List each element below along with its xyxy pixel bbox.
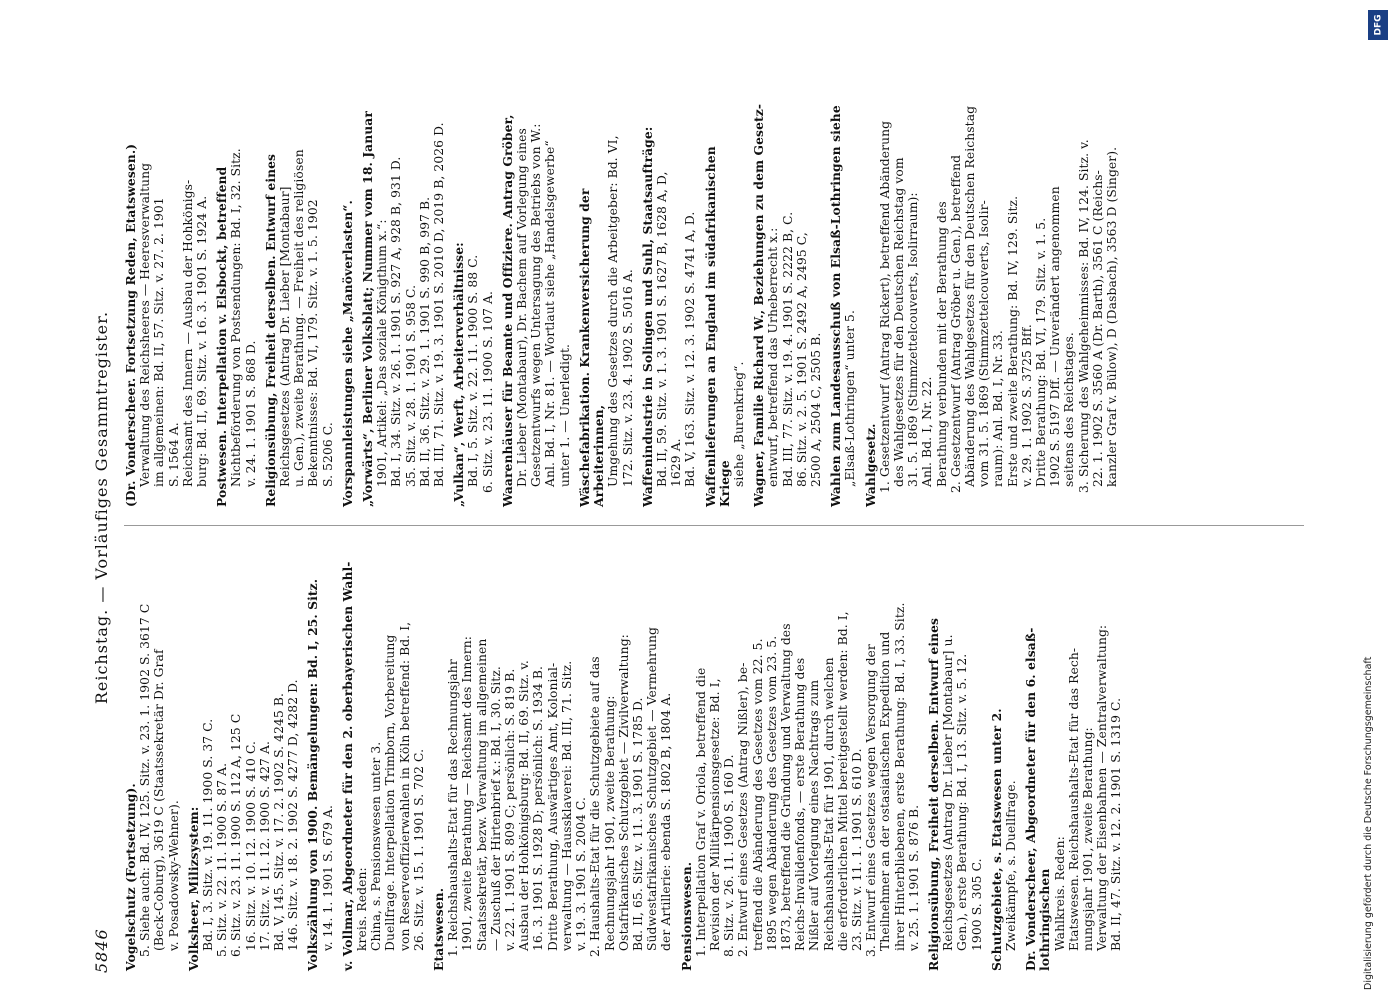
entry-line: Theilnehmer an der ostasiatischen Expedition und (878, 631, 893, 951)
entry-line: 1901, zweite Berathung — Reichsamt des Innern: (460, 636, 475, 951)
entry-line: 2500 A, 2504 C, 2505 B. (808, 332, 823, 487)
entry-line: Reichsamt des Innern — Ausbau der Hohkönigs- (180, 179, 195, 487)
entry-line: S. 5206 C. (320, 422, 335, 487)
entry-line: 16. Sitz. v. 10. 12. 1900 S. 410 C. (243, 740, 258, 951)
register-entry (704, 97, 747, 507)
entry-heading-line: Religionsübung, Freiheit derselben. Entwurf eines (925, 617, 941, 971)
entry-line: 1. Interpellation Graf v. Oriola, betreffend die (693, 667, 708, 957)
entry-line: Bd. III, 77. Sitz. v. 19. 4. 1901 S. 2222 B, C. (780, 211, 795, 487)
entry-line: Staatssekretär, bezw. Verwaltung im allgemeinen (474, 638, 489, 951)
entry-heading-line: Waarenhäuser für Beamte und Offiziere. Antrag Gröber, (499, 114, 515, 507)
entry-line: ihrer Hinterbliebenen, erste Berathung: Bd. I, 33. Sitz. (892, 602, 907, 951)
entry-line: Wahlkreis. Reden: (1052, 836, 1067, 951)
register-entry (124, 97, 209, 507)
entry-line: Revision der Militärpensionsgesetze: Bd. I, (707, 678, 722, 951)
register-entry (1024, 561, 1123, 971)
entry-line: 1629 A. (669, 438, 684, 487)
entry-heading-line: Schutzgebiete, s. Etatswesen unter 2. (988, 708, 1004, 971)
entry-line: Bekenntnisses: Bd. VI, 179. Sitz. v. 1. 5. 1902 (306, 199, 321, 487)
entry-line: burg: Bd. II, 69. Sitz. v. 16. 3. 1901 S. 1924 A. (195, 195, 210, 487)
entry-line: vom 31. 5. 1869 (Stimmzettelcouverts, Isolir- (977, 200, 992, 487)
entry-line: Bd. II, 65. Sitz. v. 11. 3. 1901 S. 1785 D. (630, 697, 645, 951)
entry-heading-line: Vogelschutz (Fortsetzung). (123, 783, 138, 971)
entry-line: Duellfrage. Interpellation Trimborn, Vorbereitung (383, 634, 398, 951)
entry-line: siehe „Burenkrieg“. (731, 361, 746, 487)
entry-line: v. 22. 1. 1901 S. 809 C; persönlich: S. 819 B. (503, 668, 518, 951)
entry-line: Bd. I, 3. Sitz. v. 19. 11. 1900 S. 37 C. (201, 718, 216, 951)
entry-line: 6. Sitz. v. 23. 11. 1900 S. 107 A. (480, 290, 495, 493)
entry-line: Dritte Berathung: Bd. VI, 179. Sitz. v. 1. 5. (1033, 217, 1048, 487)
entry-line: Bd. I, 5. Sitz. v. 22. 11. 1900 S. 88 C. (466, 254, 481, 487)
entry-line: Verwaltung des Reichsheeres — Heeresverwaltung (138, 162, 153, 487)
entry-line: Etatswesen. Reichshaushalts-Etat für das Rech- (1066, 647, 1081, 951)
entry-line: v. 24. 1. 1901 S. 868 D. (243, 340, 258, 487)
entry-line: (Beck-Coburg), 3619 C (Staatssekretär Dr. Graf (152, 649, 167, 951)
register-entry (927, 561, 984, 971)
register-entry (264, 97, 335, 507)
entry-line: 1901, Artikel: „Das soziale Königthum x.“: (375, 219, 390, 487)
register-entry (341, 97, 355, 507)
entry-line: 35. Sitz. v. 28. 1. 1901 S. 958 C. (403, 284, 418, 487)
entry-line: Verwaltung der Eisenbahnen — Zentralverwaltung: (1095, 624, 1110, 951)
digitization-credit: Digitalisierung gefördert durch die Deutsche Forschungsgemeinschaft (1363, 656, 1374, 990)
entry-line: 1. Gesetzentwurf (Antrag Rickert), betreffend Abänderung (877, 120, 892, 493)
entry-line: Bd. II, 59. Sitz. v. 1. 3. 1901 S. 1627 B, 1628 A, D, (654, 171, 669, 487)
column-divider (124, 525, 1304, 526)
entry-line: Ostafrikanisches Schutzgebiet — Zivilverwaltung: (616, 634, 631, 951)
entry-heading-line: Dr. Vonderscheer, Abgeordneter für den 6. elsaß-lothringischen (1023, 627, 1053, 971)
entry-heading-line: Religionsübung, Freiheit derselben. Entwurf eines (262, 153, 278, 507)
entry-line: Nichtbeförderung von Postsendungen: Bd. I, 32. Sitz. (229, 148, 244, 487)
register-entry (361, 97, 446, 507)
entry-line: der Artillerie: ebenda S. 1802 B, 1804 A. (659, 692, 674, 951)
entry-heading-line: Vorspannleistungen siehe „Manöverlasten“. (339, 200, 355, 507)
entry-line: kanzler Graf v. Bülow), D (Dasbach), 3563 D (Singer). (1105, 146, 1119, 487)
dfg-logo-icon (1368, 10, 1388, 40)
entry-line: v. 19. 3. 1901 S. 2004 C. (574, 796, 589, 951)
entry-line: 1. Reichshaushalts-Etat für das Rechnungsjahr (446, 659, 461, 957)
digitization-sidebar (1360, 0, 1397, 1000)
entry-line: S. 1564 A. (166, 422, 181, 487)
register-entry (990, 561, 1018, 971)
entry-line: Bd. V, 163. Sitz. v. 12. 3. 1902 S. 4741 A, D. (683, 211, 698, 487)
entry-line: v. 25. 1. 1901 S. 876 B. (906, 804, 921, 951)
entry-line: 31. 5. 1869 (Stimmzettelcouverts, Isolirraum): (906, 192, 921, 487)
entry-line: 26. Sitz. v. 15. 1. 1901 S. 702 C. (411, 748, 426, 951)
entry-line: Anl. Bd. I, Nr. 22. (920, 376, 935, 487)
entry-line: Reichs-Invalidenfonds, — erste Berathung des (793, 657, 808, 951)
register-entry (124, 561, 181, 971)
entry-line: Abänderung des Wahlgesetzes für den Deutschen Reichstag (962, 105, 977, 487)
entry-line: Zweikämpfe, s. Duellfrage. (1003, 780, 1018, 951)
entry-line: 22. 1. 1902 S. 3560 A (Dr. Barth), 3561 C (Reichs- (1090, 170, 1105, 487)
entry-line: Reichsgesetzes (Antrag Dr. Lieber [Montabaur] (278, 186, 293, 487)
entry-line: Ausbau der Hohkönigsburg: Bd. II, 69. Sitz. v. (517, 660, 532, 951)
entry-line: 1900 S. 305 C. (969, 858, 984, 951)
entry-line: seitens des Reichstages. (1062, 332, 1077, 487)
entry-line: Dritte Berathung, Auswärtiges Amt, Kolonial- (545, 662, 560, 951)
entry-line: 2. Haushalts-Etat für die Schutzgebiete auf das (588, 656, 603, 957)
entry-line: Bd. I, 34. Sitz. v. 26. 1. 1901 S. 927 A, 928 B, 931 D. (389, 156, 404, 487)
entry-line: 2. Gesetzentwurf (Antrag Gröber u. Gen.), betreffend (948, 154, 963, 493)
entry-heading-line: Waffenlieferungen an England im südafrikanischen Kriege (702, 146, 732, 507)
entry-line: — Zuschuß der Hirtenbrief x.: Bd. I, 30. Sitz. (488, 666, 503, 951)
entry-line: im allgemeinen: Bd. II, 57. Sitz. v. 27. 2. 1901 (152, 197, 167, 487)
entry-line: treffend die Abänderung des Gesetzes vom 22. 5. (750, 638, 765, 951)
entry-line: 3. Entwurf eines Gesetzes wegen Versorgung der (864, 644, 879, 957)
register-entry (341, 561, 426, 971)
entry-line: von Reserveoffizierwahlen in Köln betreffend: Bd. I, (397, 621, 412, 951)
entry-line: 17. Sitz. v. 11. 12. 1900 S. 427 A. (257, 741, 272, 951)
entry-line: 86. Sitz. v. 2. 5. 1901 S. 2492 A, 2495 C, (794, 232, 809, 487)
register-entry (641, 97, 698, 507)
entry-line: 172. Sitz. v. 23. 4. 1902 S. 5016 A. (620, 269, 635, 487)
entry-heading-line: Volksheer, Milizsystem: (185, 806, 201, 971)
entry-line: 1895 wegen Abänderung des Gesetzes vom 23. 5. (764, 635, 779, 951)
register-entry (578, 97, 635, 507)
entry-line: Berathung verbunden mit der Berathung des (934, 201, 949, 487)
entry-line: Bd. II, 36. Sitz. v. 29. 1. 1901 S. 990 B, 997 B. (417, 196, 432, 487)
entry-line: 3. Sicherung des Wahlgeheimnisses: Bd. IV, 124. Sitz. v. (1076, 139, 1091, 493)
register-entry (432, 561, 673, 971)
entry-line: Bd. III, 71. Sitz. v. 19. 3. 1901 S. 2010 D, 2019 B, 2026 D. (432, 122, 447, 487)
entry-line: die erforderlichen Mittel bereitgestellt werden: Bd. I, (835, 611, 850, 951)
entry-line: 5. Siehe auch: Bd. IV, 125. Sitz. v. 23. 1. 1902 S. 3617 C (138, 603, 153, 957)
entry-line: Umgehung des Gesetzes durch die Arbeitgeber: Bd. VI, (606, 135, 621, 487)
entry-line: verwaltung — Haussklaverei: Bd. III, 71. Sitz. (559, 660, 574, 951)
entry-line: Bd. II, 47. Sitz. v. 12. 2. 1901 S. 1319 C. (1109, 697, 1124, 951)
entry-line: unter 1. — Unerledigt. (557, 343, 572, 487)
register-entry (752, 97, 823, 507)
entry-heading-line: (Dr. Vonderscheer. Fortsetzung Reden, Etatswesen.) (123, 143, 138, 507)
register-entry (215, 97, 258, 507)
rotated-register-page (88, 30, 1310, 985)
entry-line: v. Posadowsky-Wehner). (166, 800, 181, 951)
entry-heading-line: Wahlgesetz. (862, 423, 878, 507)
entry-line: v. 29. 1. 1902 S. 3725 Bff. (1019, 324, 1034, 487)
entry-heading-line: Volkszählung von 1900. Bemängelungen: Bd. I, 25. Sitz. (305, 578, 321, 971)
entry-line: raum): Anl. Bd. I, Nr. 33. (991, 330, 1006, 487)
entry-line: 16. 3. 1901 S. 1928 D; persönlich: S. 1934 B. (531, 665, 546, 951)
register-entry (829, 97, 857, 507)
register-entry (501, 97, 572, 507)
entry-line: Anl. Bd. I, Nr. 81. — Wortlaut siehe „Handelsgewerbe“ (543, 140, 558, 487)
entry-heading-line: Wäschefabrikation. Krankenversicherung der Arbeiterinnen, (576, 188, 607, 507)
register-entry (187, 561, 301, 971)
entry-line: 23. Sitz. v. 11. 1. 1901 S. 610 D. (849, 748, 864, 951)
entry-line: des Wahlgesetzes für den Deutschen Reichstag vom (891, 157, 906, 487)
page-header (88, 30, 118, 985)
entry-line: 1902 S. 5197 Dff. — Unverändert angenommen (1048, 186, 1063, 487)
entry-heading-line: Wahlen zum Landesausschuß von Elsaß-Lothringen siehe (828, 105, 844, 507)
entry-line: Erste und zweite Berathung: Bd. IV, 129. Sitz. (1005, 195, 1020, 487)
entry-line: 6. Sitz. v. 23. 11. 1900 S. 112 A, 125 C (229, 713, 244, 957)
entry-heading-line: Pensionswesen. (678, 861, 694, 971)
entry-heading-line: Wagner, Familie Richard W., Beziehungen zu dem Gesetz- (751, 103, 767, 507)
entry-line: entwurf, betreffend das Urheberrecht x.: (766, 227, 781, 487)
entry-line: 5. Sitz. v. 22. 11. 1900 S. 87 A. (215, 762, 230, 957)
entry-line: Reichshaushalts-Etat für 1901, durch welchen (821, 657, 836, 951)
page-number: 5846 (92, 928, 111, 973)
register-entry (864, 97, 1120, 507)
entry-line: Gesetzentwurfs wegen Untersagung des Betriebs von W.: (529, 123, 544, 487)
entry-line: Rechnungsjahr 1901, zweite Berathung: (602, 695, 617, 951)
entry-line: Gen.), erste Berathung: Bd. I, 13. Sitz. v. 5. 12. (955, 653, 970, 951)
entry-line: v. 14. 1. 1901 S. 679 A. (320, 805, 335, 951)
entry-line: nungsjahr 1901, zweite Berathung: (1081, 727, 1095, 951)
entry-line: Dr. Lieber (Montabaur), Dr. Bachem auf Vorlegung eines (515, 128, 530, 487)
entry-line: 146. Sitz. v. 18. 2. 1902 S. 4277 D, 4282 D. (286, 679, 301, 951)
entry-heading-line: Etatswesen. (431, 887, 447, 971)
register-entry (306, 561, 334, 971)
entry-heading-line: „Vorwärts“, Berliner Volksblatt; Nummer vom 18. Januar (360, 111, 376, 507)
entry-line: Bd. V, 145. Sitz. v. 17. 2. 1902 S. 4245 B. (272, 692, 287, 951)
entry-line: Nißler auf Vorlegung eines Nachtrags zum (807, 679, 822, 951)
entry-heading-line: Waffenindustrie in Solingen und Suhl, Staatsaufträge: (639, 126, 655, 507)
register-entry (452, 97, 495, 507)
entry-line: 2. Entwurf eines Gesetzes (Antrag Nißler), be- (736, 662, 751, 957)
running-title: Reichstag. — Vorläufiges Gesammtregister. (92, 310, 111, 705)
entry-heading-line: Postwesen. Interpellation v. Elsbockt, betreffend (214, 166, 230, 507)
entry-line: China, s. Pensionswesen unter 3. (369, 741, 384, 951)
entry-line: Südwestafrikanisches Schutzgebiet — Vermehrung (645, 626, 660, 951)
entry-line: „Elsaß-Lothringen“ unter 5. (843, 310, 858, 487)
entry-line: 8. Sitz. v. 26. 11. 1900 S. 160 D. (722, 754, 737, 957)
entry-line: kreis. Reden: (355, 867, 370, 951)
entry-line: u. Gen.), zweite Berathung. — Freiheit des religiösen (292, 149, 307, 487)
entry-line: 1873, betreffend die Gründung und Verwaltung des (778, 623, 793, 951)
entry-line: Reichsgesetzes (Antrag Dr. Lieber [Montabaur] u. (941, 634, 956, 951)
entry-heading-line: v. Vollmar, Abgeordneter für den 2. oberbayerischen Wahl- (339, 561, 355, 971)
right-column (124, 97, 1120, 507)
register-entry (680, 561, 921, 971)
entry-heading-line: „Vulkan“, Werft, Arbeiterverhältnisse: (451, 242, 467, 507)
dfg-logo-text: DFG (1373, 14, 1384, 36)
left-column (124, 561, 1125, 971)
